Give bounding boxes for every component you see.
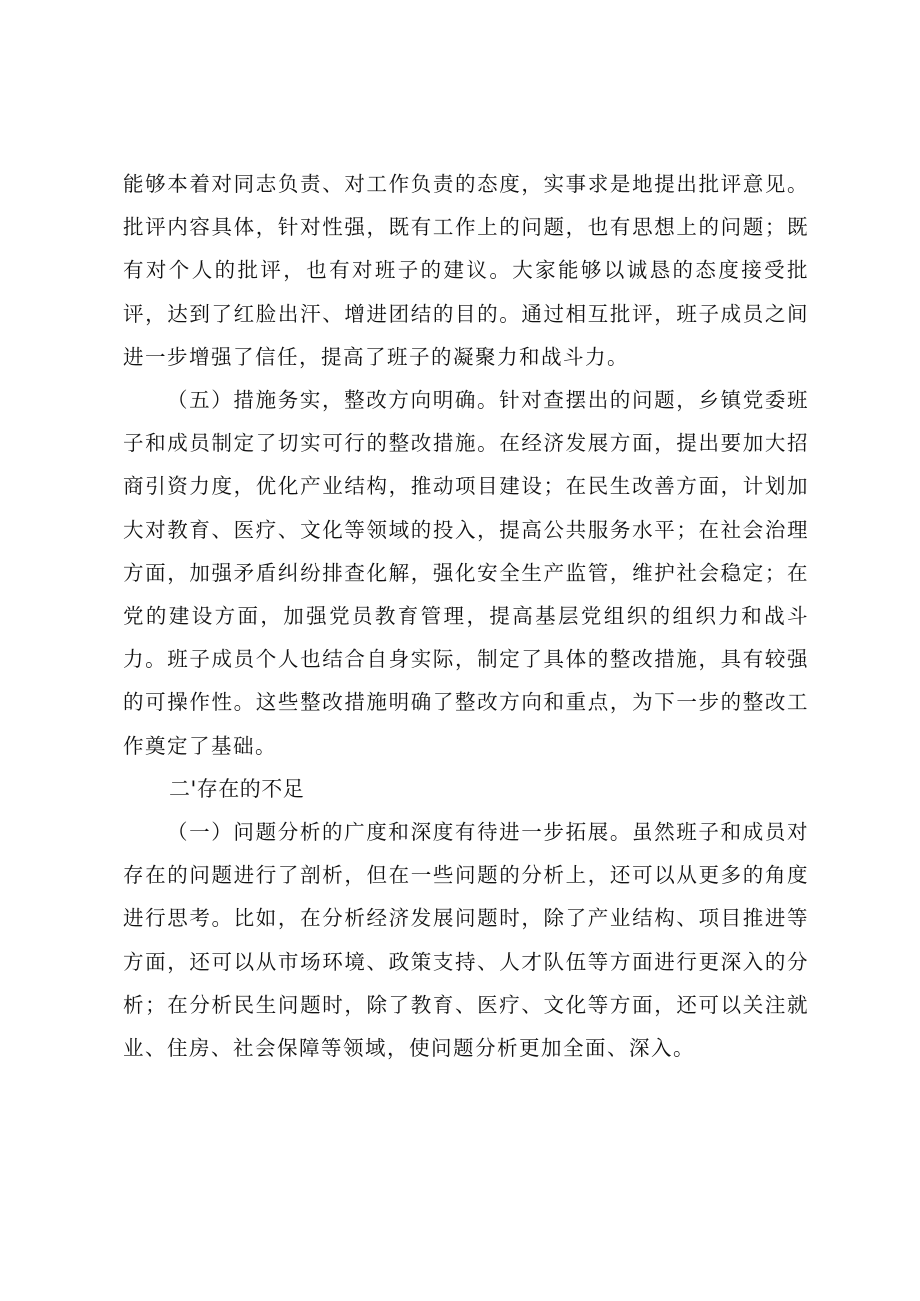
paragraph-measures: （五）措施务实，整改方向明确。针对查摆出的问题，乡镇党委班子和成员制定了切实可行的整改措施。在经济发展方面，提出要加大招商引资力度，优化产业结构，推动项目建设；在民生改善方面，计划加大对教育、医疗、文化等领域的投入，提高公共服务水平；在社会治理方面，加强矛盾纠纷排查化解，强化安全生产监管，维护社会稳定；在党的建设方面，加强党员教育管理，提高基层党组织的组织力和战斗力。班子成员个人也结合自身实际，制定了具体的整改措施，具有较强的可操作性。这些整改措施明确了整改方向和重点，为下一步的整改工作奠定了基础。 (123, 388, 809, 758)
document-body (123, 163, 809, 1070)
paragraph-problem-analysis: （一）问题分析的广度和深度有待进一步拓展。虽然班子和成员对存在的问题进行了剖析，但在一些问题的分析上，还可以从更多的角度进行思考。比如，在分析经济发展问题时，除了产业结构、项目推进等方面，还可以从市场环境、政策支持、人才队伍等方面进行更深入的分析；在分析民生问题时，除了教育、医疗、文化等方面，还可以关注就业、住房、社会保障等领域，使问题分析更加全面、深入。 (123, 820, 809, 1061)
paragraph-criticism-summary: 能够本着对同志负责、对工作负责的态度，实事求是地提出批评意见。批评内容具体，针对性强，既有工作上的问题，也有思想上的问题；既有对个人的批评，也有对班子的建议。大家能够以诚恳的态度接受批评，达到了红脸出汗、增进团结的目的。通过相互批评，班子成员之间进一步增强了信任，提高了班子的凝聚力和战斗力。 (123, 172, 809, 369)
section-heading-shortcomings: 二'存在的不足 (169, 776, 305, 801)
